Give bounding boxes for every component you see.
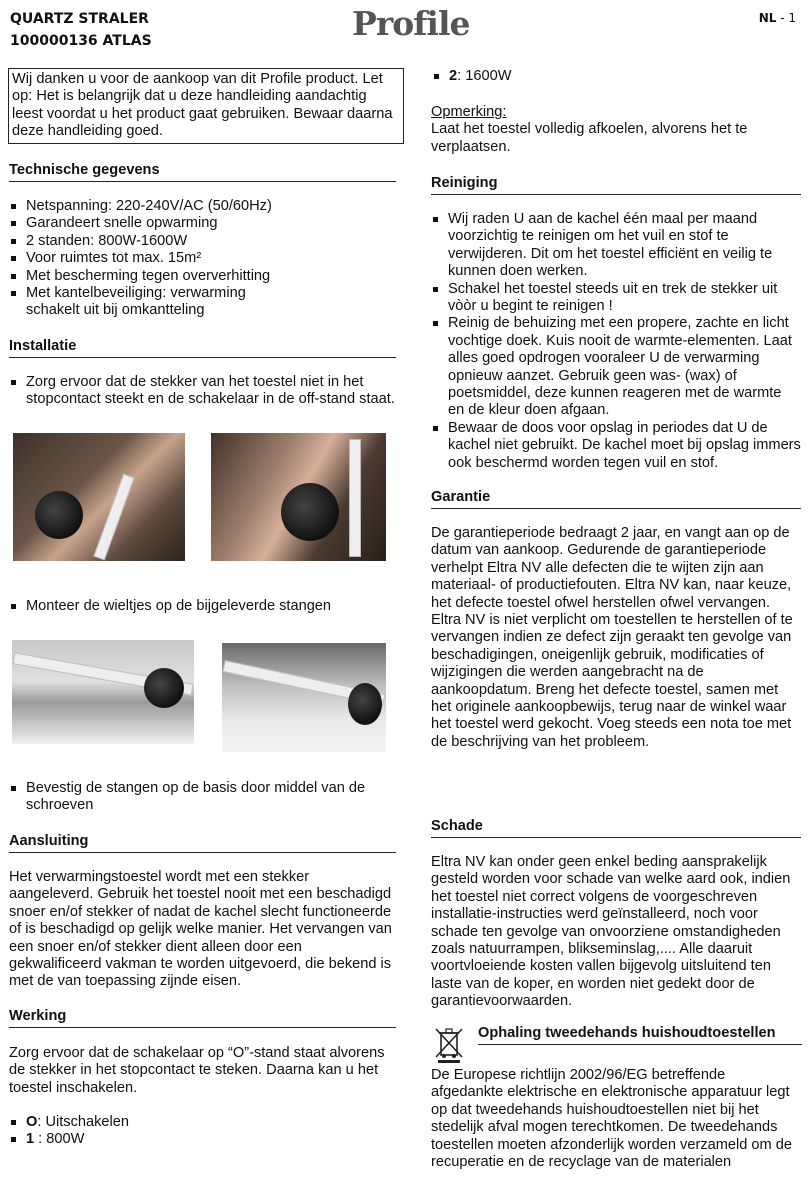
schade-text: Eltra NV kan onder geen enkel beding aansprakelijk gesteld worden voor schade van welke aard ook, indien het toestel niet correct volgens de voorgeschreven installatie-instructies werd geïnstalleerd, noch voor schade ten gevolge van onvoorziene omstandigheden zoals natuurrampen, blikseminslag,.... Alle daaruit voortvloeiende kosten vallen bijgevolg uitsluitend ten laste van de koper, en worden niet gedekt door de garantievoorwaarden. (431, 854, 791, 1010)
profile-logo: Profile (352, 4, 470, 43)
list-item: Netspanning: 220-240V/AC (50/60Hz) (9, 198, 396, 215)
setting-1600w: 2: 1600W (432, 68, 802, 85)
installatie-step-3 (9, 780, 396, 815)
tech-specs-list (9, 198, 396, 320)
photo-wheel-bar-1 (12, 640, 194, 744)
section-heading-tech: Technische gegevens (9, 162, 396, 182)
list-item: Schakel het toestel steeds uit en trek de stekker uit vòòr u begint te reinigen ! (431, 281, 801, 316)
product-code: 100000136 ATLAS (10, 33, 152, 49)
reiniging-list (431, 211, 801, 472)
list-item: Bevestig de stangen op de basis door middel van de schroeven (9, 780, 396, 815)
product-name: QUARTZ STRALER (10, 11, 149, 27)
document-title (10, 8, 152, 52)
list-item: Monteer de wieltjes op de bijgeleverde stangen (9, 598, 396, 615)
werking-text: Zorg ervoor dat de schakelaar op “O”-stand staat alvorens de stekker in het stopcontact te steken. Daarna kan u het toestel inschakelen. (9, 1045, 385, 1096)
installatie-step-2 (9, 598, 396, 615)
list-item: Zorg ervoor dat de stekker van het toestel niet in het stopcontact steekt en de schakelaar in de off-stand staat. (9, 374, 396, 409)
section-heading-reiniging: Reiniging (431, 175, 801, 195)
page-separator: - (776, 11, 789, 25)
section-heading-werking: Werking (9, 1008, 396, 1028)
section-heading-garantie: Garantie (431, 489, 801, 509)
aansluiting-text: Het verwarmingstoestel wordt met een stekker aangeleverd. Gebruik het toestel nooit met een beschadigd snoer en/of stekker of nadat de kachel slecht functioneerde of is beschadigd op gelijk welke manier. Het vervangen van een snoer en/of stekker dient alleen door een gekwalificeerd vakman te worden uitgevoerd, die bekend is met de van toepassing zijnde eisen. (9, 869, 392, 990)
setting-800w: 1 : 800W (9, 1131, 396, 1148)
section-heading-installatie: Installatie (9, 338, 396, 358)
page-language: NL (758, 11, 777, 25)
opmerking-note (431, 104, 801, 156)
section-heading-schade: Schade (431, 818, 801, 838)
list-item: Met bescherming tegen oververhitting (9, 268, 396, 285)
list-item: Wij raden U aan de kachel één maal per maand voorzichtig te reinigen om het vuil en stof te verwijderen. Dit om het toestel efficiënt en veilig te kunnen doen werken. (431, 211, 801, 281)
ophaling-text: De Europese richtlijn 2002/96/EG betreffende afgedankte elektrische en elektronische apparatuur legt op dat tweedehands huishoudtoestellen niet bij het stedelijk afval mogen terechtkomen. De tweedehands toestellen moeten afzonderlijk worden verzameld om de recuperatie en de recyclage van de materialen (431, 1067, 792, 1171)
section-heading-ophaling: Ophaling tweedehands huishoudtoestellen (478, 1025, 802, 1045)
garantie-text: De garantieperiode bedraagt 2 jaar, en vangt aan op de datum van aankoop. Gedurende de garantieperiode verhelpt Eltra NV alle defecten die te wijten zijn aan materiaal- of productiefouten. Eltra NV kan, naar keuze, het defecte toestel ofwel herstellen ofwel vervangen. Eltra NV is niet verplicht om toestellen te herstellen of te vervangen indien ze defect zijn geraakt ten gevolge van beschadigingen, oneigenlijk gebruik, modificaties of wijzigingen die werden aangebracht na de aankoopdatum. Breng het defecte toestel, samen met het originele aankoopbewijs, terug naar de winkel waar het toestel werd gekocht. Voeg steeds een nota toe met de beschrijving van het probleem. (431, 525, 793, 750)
list-item: 2 standen: 800W-1600W (9, 233, 396, 250)
setting-off: O: Uitschakelen (9, 1114, 396, 1131)
list-item: Voor ruimtes tot max. 15m² (9, 250, 396, 267)
installatie-step-1 (9, 374, 396, 409)
photo-wheel-hand (211, 433, 386, 561)
intro-box: Wij danken u voor de aankoop van dit Profile product. Let op: Het is belangrijk dat u deze handleiding aandachtig leest voordat u het product gaat gebruiken. Bewaar daarna deze handleiding goed. (8, 68, 404, 144)
opmerking-label: Opmerking: (431, 104, 507, 120)
list-item: Reinig de behuizing met een propere, zachte en licht vochtige doek. Kuis nooit de warmte-elementen. Laat alles goed opdrogen vooraleer U de verwarming opnieuw aanzet. Gebruik geen was- (wax) of poetsmiddel, deze kunnen reageren met de warmte en de kleur doen afgaan. (431, 315, 801, 419)
photo-wheel-bar-2 (222, 643, 386, 752)
list-item: Garandeert snelle opwarming (9, 215, 396, 232)
section-heading-aansluiting: Aansluiting (9, 833, 396, 853)
list-item: Met kantelbeveiliging: verwarming schakelt uit bij omkantteling (9, 285, 269, 320)
page-number (759, 10, 796, 27)
photo-unplug-hand (13, 433, 185, 561)
list-item: Bewaar de doos voor opslag in periodes dat U de kachel niet gebruikt. De kachel moet bij opslag immers ook beschermd worden tegen vuil en stof. (431, 420, 801, 472)
opmerking-text: Laat het toestel volledig afkoelen, alvorens het te verplaatsen. (431, 121, 748, 155)
crossed-bin-icon (432, 1025, 466, 1063)
werking-settings-list-cont (432, 68, 802, 85)
page-index: 1 (788, 11, 796, 25)
werking-settings-list (9, 1114, 396, 1149)
